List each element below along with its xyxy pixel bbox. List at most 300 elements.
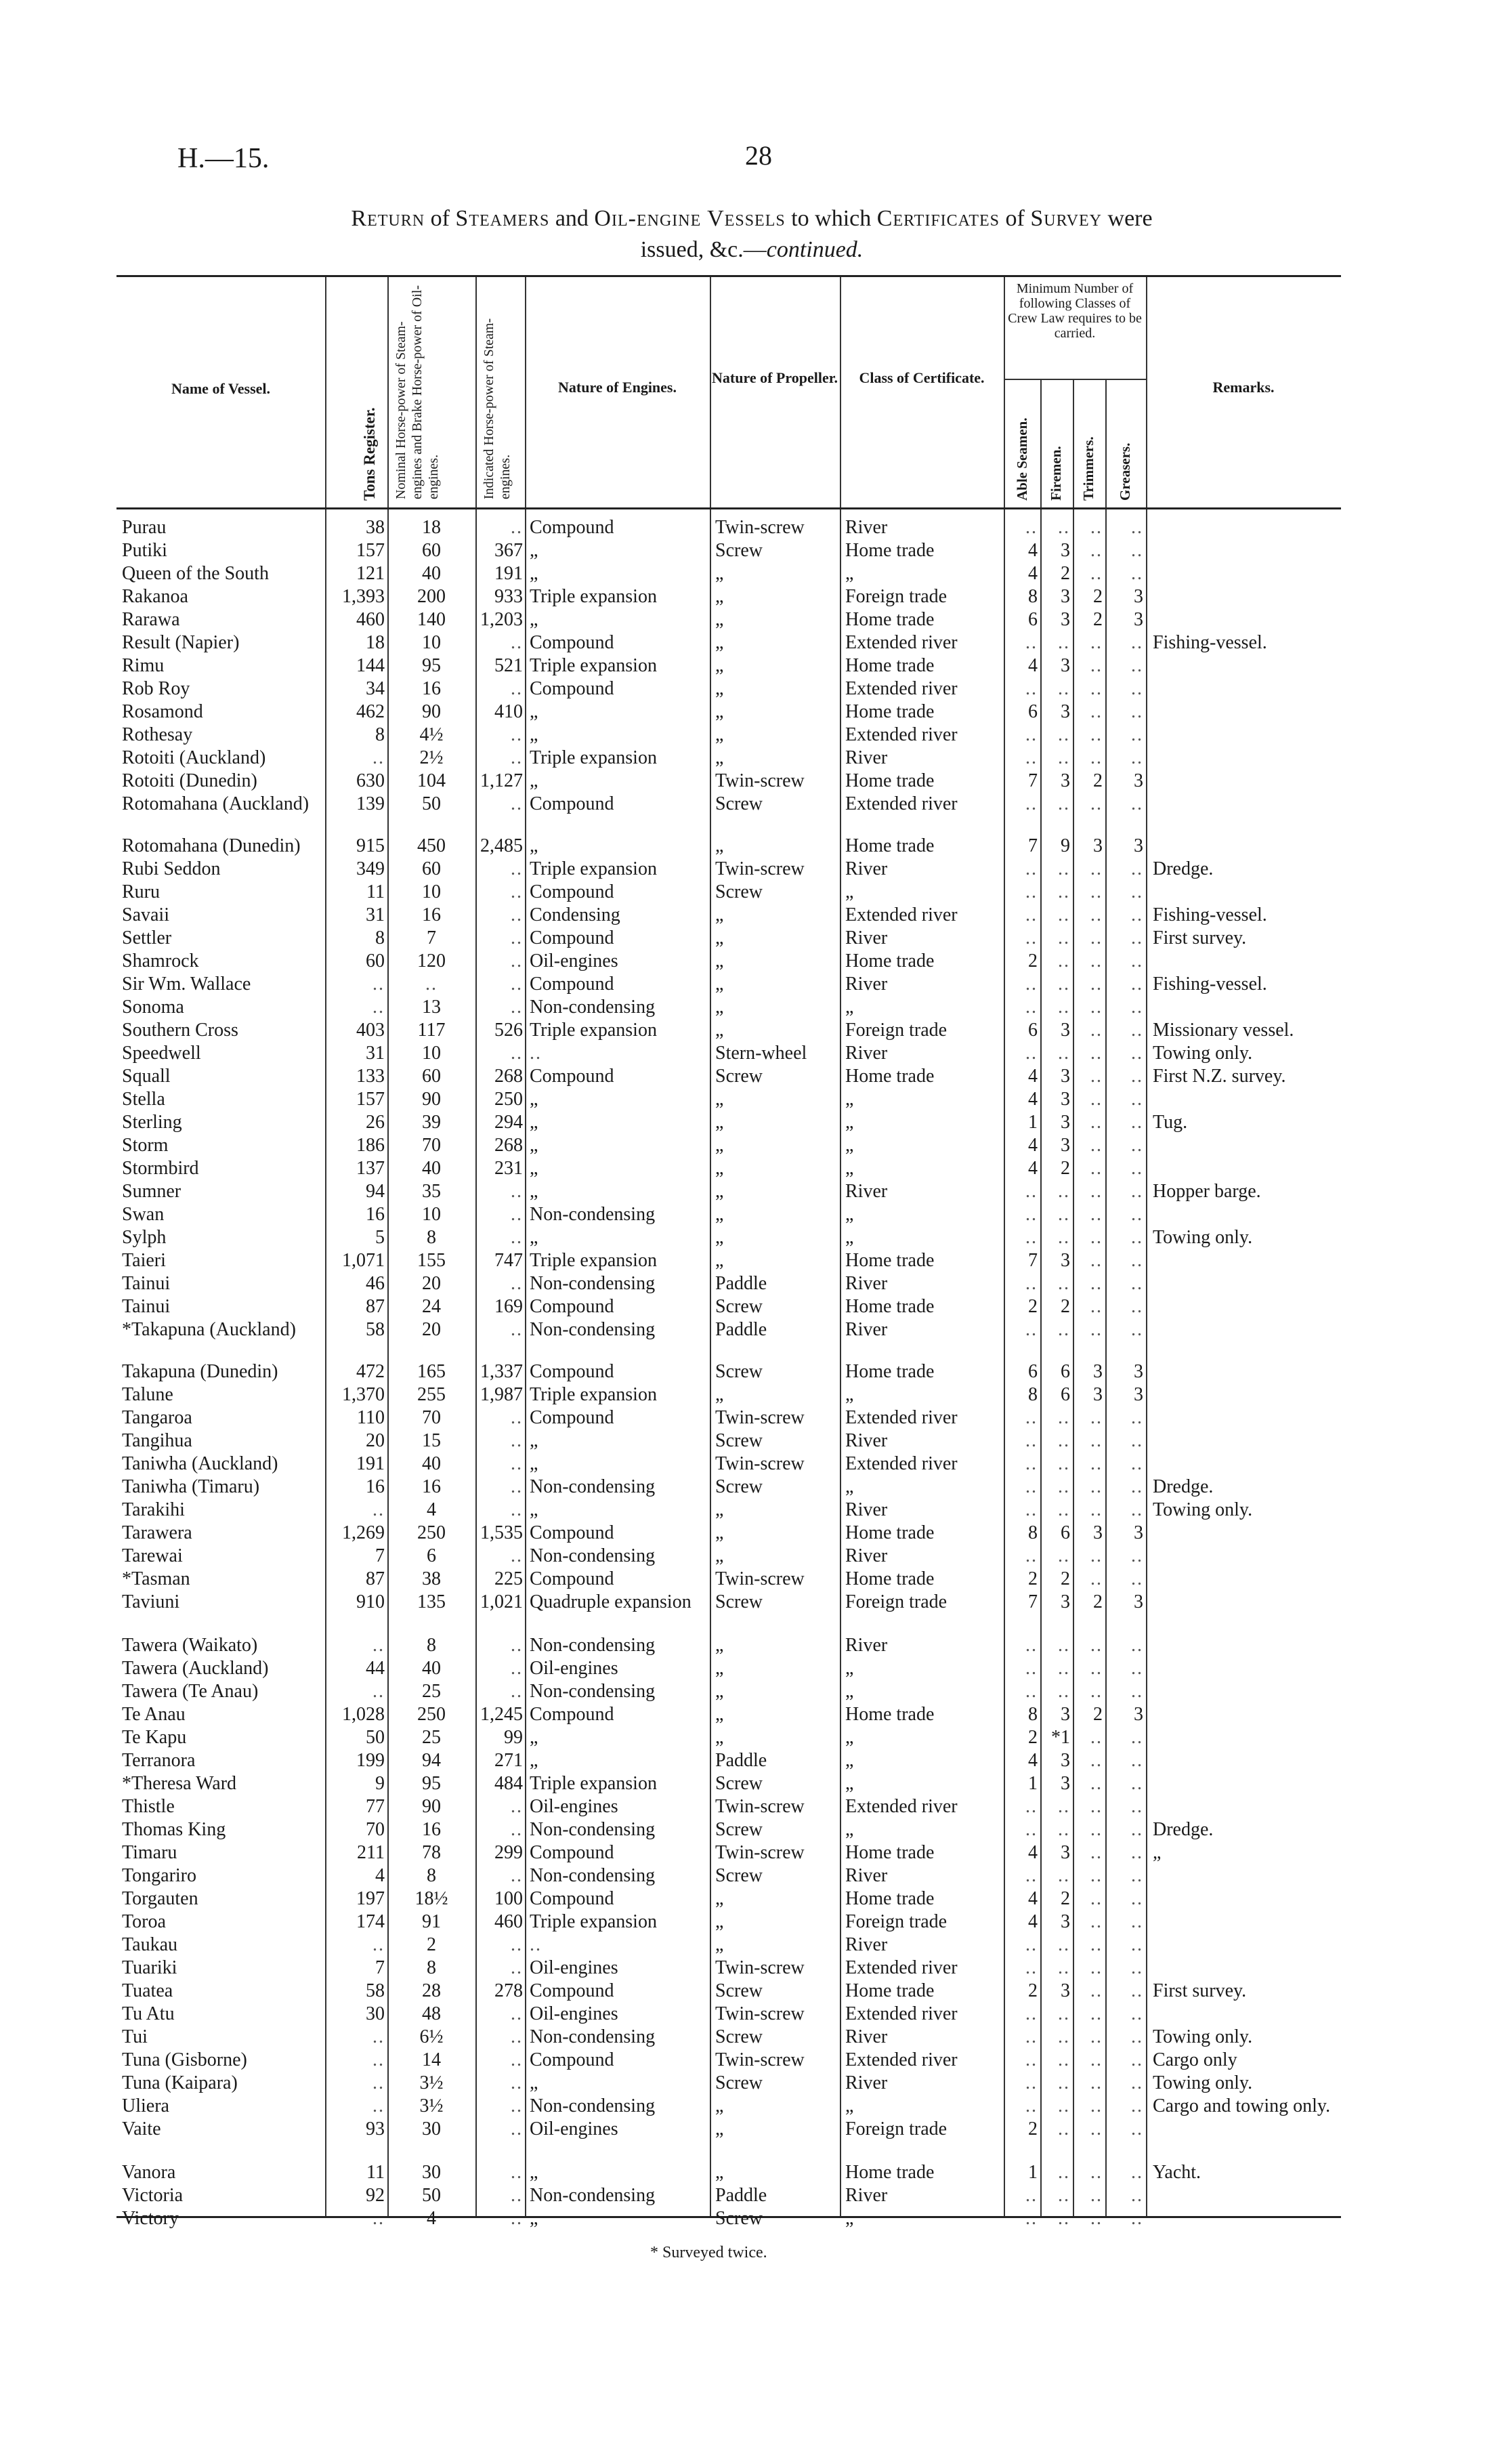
cell-name: Te Kapu — [122, 1727, 187, 1748]
cell-ind: 367 — [494, 540, 523, 561]
cell-fire: 3 — [1061, 701, 1070, 722]
cell-prop: „ — [715, 1499, 724, 1520]
cell-prop: „ — [715, 1635, 724, 1656]
cell-eng: Non-condensing — [530, 1545, 656, 1566]
cell-ind: 1,987 — [480, 1384, 523, 1405]
cell-fire: *1 — [1051, 1727, 1070, 1748]
cell-prop: Screw — [715, 1819, 763, 1840]
cell-eng: „ — [530, 1430, 538, 1451]
cell-tons: 50 — [366, 1727, 385, 1748]
table-row — [116, 996, 1341, 1019]
cell-trim: .. — [1090, 2185, 1103, 2206]
cell-prop: „ — [715, 1227, 724, 1248]
cell-able: .. — [1025, 1796, 1038, 1817]
table-row — [116, 1634, 1341, 1657]
cell-able: 4 — [1028, 1750, 1038, 1771]
table-row — [116, 1226, 1341, 1249]
cell-grease: 3 — [1134, 586, 1143, 607]
cell-fire: .. — [1058, 881, 1070, 902]
cell-grease: .. — [1131, 1453, 1143, 1474]
cell-trim: .. — [1090, 1430, 1103, 1451]
cell-prop: Screw — [715, 1773, 763, 1794]
cell-trim: .. — [1090, 927, 1103, 948]
table-row — [116, 1887, 1341, 1910]
cell-fire: 3 — [1061, 540, 1070, 561]
cell-eng: .. — [530, 1043, 542, 1064]
column-rule — [1040, 379, 1042, 507]
cell-able: 4 — [1028, 1888, 1038, 1909]
cell-eng: Oil-engines — [530, 1957, 618, 1978]
cell-prop: Screw — [715, 2026, 763, 2047]
cell-eng: „ — [530, 2208, 538, 2229]
cell-prop: Twin-screw — [715, 1796, 805, 1817]
cell-able: 6 — [1028, 1020, 1038, 1041]
cell-able: .. — [1025, 1407, 1038, 1428]
cell-eng: Oil-engines — [530, 2118, 618, 2139]
cell-fire: 2 — [1061, 1888, 1070, 1909]
cell-fire: .. — [1058, 517, 1070, 538]
header-name: Name of Vessel. — [171, 380, 271, 397]
cell-trim: .. — [1090, 904, 1103, 925]
cell-trim: .. — [1090, 1819, 1103, 1840]
table-row — [116, 1406, 1341, 1429]
cell-nom: 117 — [417, 1020, 446, 1041]
cell-cert: Home trade — [845, 1066, 935, 1087]
cell-ind: .. — [511, 927, 523, 948]
cell-fire: .. — [1058, 1499, 1070, 1520]
cell-prop: „ — [715, 724, 724, 745]
cell-nom: 155 — [417, 1250, 446, 1271]
table-row — [116, 1360, 1341, 1383]
cell-name: Talune — [122, 1384, 173, 1405]
cell-able: .. — [1025, 858, 1038, 879]
cell-fire: 3 — [1061, 1704, 1070, 1725]
cell-eng: Triple expansion — [530, 1384, 657, 1405]
cell-prop: Twin-screw — [715, 1842, 805, 1863]
cell-fire: 3 — [1061, 1591, 1070, 1612]
cell-ind: .. — [511, 632, 523, 653]
cell-eng: „ — [530, 1181, 538, 1202]
cell-grease: .. — [1131, 951, 1143, 972]
cell-prop: „ — [715, 701, 724, 722]
cell-tons: 460 — [356, 609, 385, 630]
cell-cert: River — [845, 1545, 888, 1566]
cell-name: Tarakihi — [122, 1499, 185, 1520]
cell-prop: „ — [715, 1704, 724, 1725]
column-rule — [475, 277, 477, 507]
cell-tons: 191 — [356, 1453, 385, 1474]
cell-tons: 8 — [375, 927, 385, 948]
cell-cert: River — [845, 1934, 888, 1955]
cell-eng: „ — [530, 770, 538, 791]
cell-fire: .. — [1058, 1273, 1070, 1294]
cell-name: Taukau — [122, 1934, 178, 1955]
table-row — [116, 516, 1341, 539]
cell-rem: Fishing-vessel. — [1153, 904, 1267, 925]
table-row — [116, 1934, 1341, 1957]
cell-nom: 91 — [422, 1911, 441, 1932]
title-word: were — [1107, 206, 1153, 231]
cell-cert: „ — [845, 1384, 854, 1405]
cell-tons: 58 — [366, 1980, 385, 2001]
cell-able: 8 — [1028, 586, 1038, 607]
cell-fire: 3 — [1061, 586, 1070, 607]
cell-able: .. — [1025, 1681, 1038, 1702]
cell-cert: Home trade — [845, 1250, 935, 1271]
cell-grease: .. — [1131, 997, 1143, 1018]
cell-eng: „ — [530, 1453, 538, 1474]
cell-trim: .. — [1090, 517, 1103, 538]
cell-nom: 10 — [422, 1043, 441, 1064]
cell-grease: .. — [1131, 1407, 1143, 1428]
cell-nom: .. — [425, 974, 438, 995]
cell-name: Speedwell — [122, 1043, 201, 1064]
cell-eng: „ — [530, 701, 538, 722]
cell-trim: 2 — [1093, 586, 1103, 607]
cell-eng: „ — [530, 1112, 538, 1133]
cell-prop: Screw — [715, 2072, 763, 2093]
cell-eng: Condensing — [530, 904, 620, 925]
title-word: Oil-engine Vessels — [594, 206, 786, 231]
cell-fire: .. — [1058, 724, 1070, 745]
cell-nom: 40 — [422, 563, 441, 584]
table-row — [116, 2207, 1341, 2230]
cell-name: Purau — [122, 517, 167, 538]
cell-fire: .. — [1058, 1681, 1070, 1702]
table-row — [116, 927, 1341, 950]
cell-grease: .. — [1131, 1430, 1143, 1451]
cell-tons: 910 — [356, 1591, 385, 1612]
cell-name: Stormbird — [122, 1158, 199, 1179]
cell-trim: .. — [1090, 1319, 1103, 1340]
cell-able: .. — [1025, 1181, 1038, 1202]
cell-trim: .. — [1090, 1407, 1103, 1428]
cell-able: .. — [1025, 2026, 1038, 2047]
cell-prop: „ — [715, 1681, 724, 1702]
cell-grease: .. — [1131, 927, 1143, 948]
cell-ind: .. — [511, 1658, 523, 1679]
cell-prop: „ — [715, 1658, 724, 1679]
header-nominal-hp-text: Nominal Horse-power of Steam-engines and Brake Horse-power of Oil-engines. — [393, 285, 441, 499]
table-row — [116, 1864, 1341, 1887]
cell-trim: .. — [1090, 1181, 1103, 1202]
cell-fire: .. — [1058, 1043, 1070, 1064]
table-row — [116, 1499, 1341, 1522]
cell-cert: Home trade — [845, 1842, 935, 1863]
cell-fire: .. — [1058, 1819, 1070, 1840]
cell-grease: .. — [1131, 1727, 1143, 1748]
cell-grease: .. — [1131, 2072, 1143, 2093]
table-row — [116, 562, 1341, 585]
cell-name: Putiki — [122, 540, 167, 561]
table-row — [116, 1088, 1341, 1111]
cell-able: 7 — [1028, 770, 1038, 791]
cell-rem: Towing only. — [1153, 1043, 1253, 1064]
title-word: Certificates — [876, 206, 1000, 231]
table-row — [116, 1157, 1341, 1180]
cell-prop: „ — [715, 997, 724, 1018]
cell-tons: 199 — [356, 1750, 385, 1771]
cell-prop: „ — [715, 586, 724, 607]
cell-grease: .. — [1131, 1204, 1143, 1225]
table-header — [116, 275, 1341, 509]
cell-eng: Compound — [530, 1842, 614, 1863]
cell-tons: 1,370 — [342, 1384, 385, 1405]
cell-grease: 3 — [1134, 1361, 1143, 1382]
cell-cert: Home trade — [845, 1888, 935, 1909]
cell-fire: .. — [1058, 1865, 1070, 1886]
cell-grease: .. — [1131, 1066, 1143, 1087]
cell-nom: 250 — [417, 1522, 446, 1543]
cell-ind: 933 — [494, 586, 523, 607]
table-row — [116, 1522, 1341, 1545]
cell-grease: .. — [1131, 1842, 1143, 1863]
cell-nom: 14 — [422, 2049, 441, 2070]
cell-tons: .. — [373, 1635, 385, 1656]
cell-nom: 48 — [422, 2003, 441, 2024]
cell-trim: .. — [1090, 2026, 1103, 2047]
cell-cert: „ — [845, 1204, 854, 1225]
cell-name: Victoria — [122, 2185, 184, 2206]
cell-grease: .. — [1131, 701, 1143, 722]
cell-ind: 225 — [494, 1568, 523, 1589]
cell-tons: 403 — [356, 1020, 385, 1041]
cell-name: Swan — [122, 1204, 165, 1225]
cell-ind: 1,535 — [480, 1522, 523, 1543]
cell-nom: 140 — [417, 609, 446, 630]
cell-able: .. — [1025, 1499, 1038, 1520]
cell-ind: 278 — [494, 1980, 523, 2001]
cell-name: Rothesay — [122, 724, 193, 745]
cell-tons: 94 — [366, 1181, 385, 1202]
cell-able: .. — [1025, 2208, 1038, 2229]
cell-trim: .. — [1090, 1273, 1103, 1294]
cell-prop: „ — [715, 747, 724, 768]
cell-cert: Extended river — [845, 1407, 958, 1428]
cell-nom: 78 — [422, 1842, 441, 1863]
cell-fire: 3 — [1061, 1112, 1070, 1133]
cell-trim: .. — [1090, 2003, 1103, 2024]
title-word: and — [555, 206, 589, 231]
cell-trim: .. — [1090, 1296, 1103, 1317]
cell-ind: .. — [511, 1043, 523, 1064]
cell-tons: .. — [373, 997, 385, 1018]
cell-nom: 104 — [417, 770, 446, 791]
cell-prop: „ — [715, 1384, 724, 1405]
title-word: of — [430, 206, 450, 231]
cell-eng: „ — [530, 1727, 538, 1748]
cell-name: Takapuna (Dunedin) — [122, 1361, 278, 1382]
group-rule — [1004, 379, 1146, 380]
cell-ind: .. — [511, 1476, 523, 1497]
cell-tons: 11 — [366, 2162, 385, 2183]
cell-name: Tarewai — [122, 1545, 183, 1566]
column-rule — [325, 277, 326, 507]
cell-nom: 60 — [422, 540, 441, 561]
cell-cert: Extended river — [845, 1453, 958, 1474]
cell-cert: Home trade — [845, 951, 935, 972]
cell-grease: .. — [1131, 2095, 1143, 2116]
header-greasers: Greasers. — [1117, 442, 1133, 501]
cell-cert: Extended river — [845, 2049, 958, 2070]
cell-tons: 144 — [356, 655, 385, 676]
cell-cert: Home trade — [845, 770, 935, 791]
cell-tons: .. — [373, 2072, 385, 2093]
cell-name: Thomas King — [122, 1819, 226, 1840]
cell-ind: 169 — [494, 1296, 523, 1317]
cell-trim: .. — [1090, 1043, 1103, 1064]
cell-tons: 915 — [356, 835, 385, 856]
cell-name: Rarawa — [122, 609, 180, 630]
cell-ind: .. — [511, 1545, 523, 1566]
cell-prop: Stern-wheel — [715, 1043, 807, 1064]
cell-cert: Home trade — [845, 2162, 935, 2183]
cell-prop: „ — [715, 678, 724, 699]
cell-able: 8 — [1028, 1522, 1038, 1543]
cell-name: Thistle — [122, 1796, 175, 1817]
cell-able: .. — [1025, 2072, 1038, 2093]
cell-able: 2 — [1028, 1568, 1038, 1589]
cell-name: Sumner — [122, 1181, 182, 1202]
cell-tons: 174 — [356, 1911, 385, 1932]
cell-nom: 70 — [422, 1407, 441, 1428]
cell-grease: .. — [1131, 655, 1143, 676]
cell-able: 1 — [1028, 2162, 1038, 2183]
cell-cert: River — [845, 974, 888, 995]
cell-grease: .. — [1131, 1796, 1143, 1817]
cell-cert: „ — [845, 1476, 854, 1497]
cell-ind: .. — [511, 747, 523, 768]
cell-trim: .. — [1090, 997, 1103, 1018]
cell-cert: „ — [845, 563, 854, 584]
table-row — [116, 724, 1341, 747]
cell-grease: .. — [1131, 1273, 1143, 1294]
table-row — [116, 1568, 1341, 1591]
title-word: to which — [791, 206, 872, 231]
cell-prop: „ — [715, 1204, 724, 1225]
table-row — [116, 858, 1341, 881]
cell-trim: .. — [1090, 632, 1103, 653]
cell-tons: 139 — [356, 793, 385, 814]
cell-name: Taniwha (Timaru) — [122, 1476, 260, 1497]
cell-prop: Screw — [715, 881, 763, 902]
cell-cert: Extended river — [845, 1796, 958, 1817]
cell-fire: 3 — [1061, 1980, 1070, 2001]
cell-ind: .. — [511, 904, 523, 925]
cell-trim: .. — [1090, 1635, 1103, 1656]
cell-tons: 60 — [366, 951, 385, 972]
cell-rem: Towing only. — [1153, 1227, 1253, 1248]
cell-trim: .. — [1090, 1658, 1103, 1679]
cell-able: .. — [1025, 974, 1038, 995]
table-row — [116, 2184, 1341, 2207]
cell-grease: .. — [1131, 1499, 1143, 1520]
cell-fire: .. — [1058, 858, 1070, 879]
cell-cert: River — [845, 858, 888, 879]
cell-fire: 2 — [1061, 1296, 1070, 1317]
cell-ind: .. — [511, 1204, 523, 1225]
cell-rem: „ — [1153, 1842, 1162, 1863]
cell-nom: 50 — [422, 2185, 441, 2206]
cell-able: 6 — [1028, 701, 1038, 722]
cell-nom: 16 — [422, 1819, 441, 1840]
cell-ind: .. — [511, 2162, 523, 2183]
cell-ind: 268 — [494, 1135, 523, 1156]
cell-name: Tu Atu — [122, 2003, 175, 2024]
cell-eng: Non-condensing — [530, 1204, 656, 1225]
cell-cert: Extended river — [845, 724, 958, 745]
cell-name: Tangaroa — [122, 1407, 192, 1428]
cell-grease: .. — [1131, 1296, 1143, 1317]
cell-able: 2 — [1028, 1296, 1038, 1317]
cell-grease: 3 — [1134, 1384, 1143, 1405]
cell-name: Taviuni — [122, 1591, 180, 1612]
cell-nom: 28 — [422, 1980, 441, 2001]
cell-tons: 1,028 — [342, 1704, 385, 1725]
cell-cert: River — [845, 1181, 888, 1202]
cell-ind: .. — [511, 2049, 523, 2070]
cell-fire: 3 — [1061, 1842, 1070, 1863]
cell-tons: 110 — [357, 1407, 385, 1428]
cell-cert: Extended river — [845, 793, 958, 814]
cell-grease: .. — [1131, 1043, 1143, 1064]
cell-eng: Oil-engines — [530, 1658, 618, 1679]
cell-prop: „ — [715, 563, 724, 584]
table-row — [116, 1383, 1341, 1406]
cell-rem: Fishing-vessel. — [1153, 632, 1267, 653]
cell-trim: .. — [1090, 724, 1103, 745]
header-able-seamen: Able Seamen. — [1014, 417, 1030, 501]
cell-prop: Screw — [715, 793, 763, 814]
cell-prop: Screw — [715, 1476, 763, 1497]
cell-fire: .. — [1058, 951, 1070, 972]
title-word: of — [1005, 206, 1025, 231]
cell-nom: 95 — [422, 655, 441, 676]
cell-name: Vaite — [122, 2118, 161, 2139]
cell-grease: .. — [1131, 1476, 1143, 1497]
cell-cert: Extended river — [845, 904, 958, 925]
cell-trim: .. — [1090, 1453, 1103, 1474]
cell-trim: .. — [1090, 881, 1103, 902]
cell-cert: Extended river — [845, 2003, 958, 2024]
cell-tons: 70 — [366, 1819, 385, 1840]
cell-ind: .. — [511, 1957, 523, 1978]
cell-name: Taieri — [122, 1250, 166, 1271]
table-row — [116, 1591, 1341, 1614]
cell-cert: River — [845, 2072, 888, 2093]
cell-prop: „ — [715, 2162, 724, 2183]
table-row — [116, 701, 1341, 724]
cell-prop: „ — [715, 927, 724, 948]
cell-tons: 1,269 — [342, 1522, 385, 1543]
cell-nom: 18 — [422, 517, 441, 538]
cell-eng: „ — [530, 835, 538, 856]
cell-able: .. — [1025, 632, 1038, 653]
cell-grease: .. — [1131, 517, 1143, 538]
cell-cert: „ — [845, 1727, 854, 1748]
cell-name: Storm — [122, 1135, 169, 1156]
cell-grease: .. — [1131, 1934, 1143, 1955]
cell-grease: .. — [1131, 747, 1143, 768]
cell-cert: „ — [845, 997, 854, 1018]
cell-cert: „ — [845, 2208, 854, 2229]
cell-able: 7 — [1028, 1591, 1038, 1612]
cell-grease: .. — [1131, 724, 1143, 745]
cell-nom: 20 — [422, 1319, 441, 1340]
cell-ind: .. — [511, 974, 523, 995]
cell-grease: .. — [1131, 1681, 1143, 1702]
cell-nom: 8 — [427, 1227, 436, 1248]
